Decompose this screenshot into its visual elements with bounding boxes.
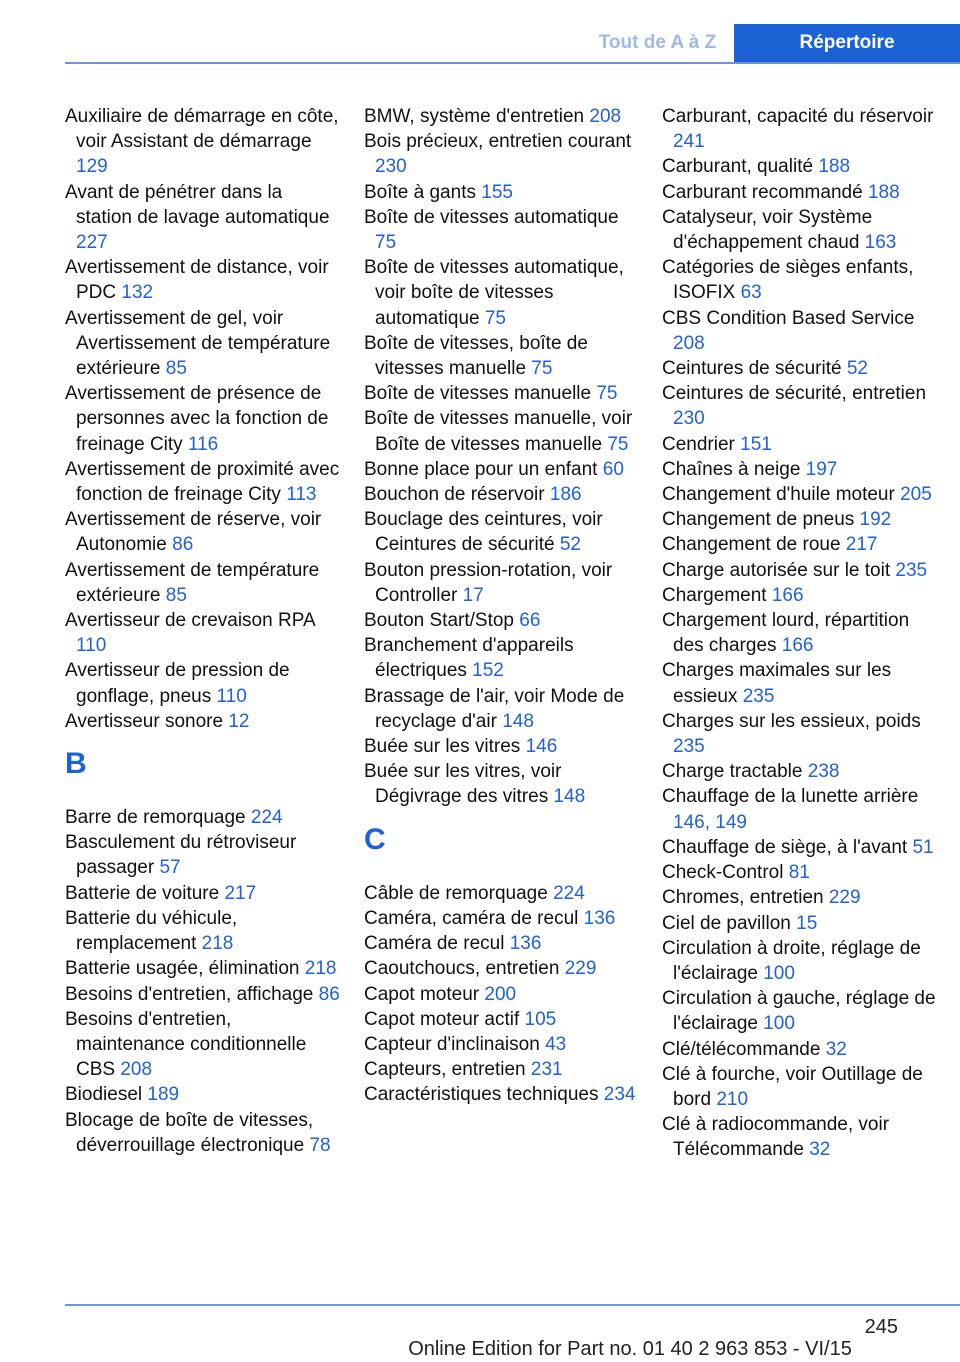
entry-page-link[interactable]: 81 bbox=[788, 862, 810, 884]
entry-term: Bois précieux, entretien courant bbox=[364, 131, 632, 153]
entry-page-link[interactable]: 188 bbox=[867, 181, 900, 203]
index-entry bbox=[364, 482, 639, 507]
entry-term: Boîte de vitesses, boîte de vitesses manuelle bbox=[364, 332, 588, 380]
entry-term: Basculement du rétroviseur passager bbox=[65, 832, 297, 879]
index-column-2 bbox=[364, 104, 639, 1108]
index-entry bbox=[662, 104, 937, 154]
section-letter: B bbox=[65, 747, 87, 781]
index-entry bbox=[364, 759, 639, 809]
index-entry bbox=[662, 936, 937, 986]
entry-term: Caractéristiques techniques bbox=[364, 1084, 604, 1106]
entry-page-link[interactable]: 146 bbox=[525, 736, 558, 758]
index-entry bbox=[662, 986, 937, 1036]
entry-page-link[interactable]: 52 bbox=[559, 534, 581, 556]
entry-term: Chauffage de la lunette arrière bbox=[662, 786, 919, 808]
index-entry bbox=[65, 1082, 340, 1107]
entry-page-link[interactable]: 110 bbox=[216, 685, 247, 707]
index-entry bbox=[662, 306, 937, 356]
entry-page-link[interactable]: 229 bbox=[564, 958, 597, 980]
entry-page-link[interactable]: 218 bbox=[304, 958, 337, 980]
index-entry bbox=[65, 558, 340, 608]
entry-term: Capteurs, entretien bbox=[364, 1059, 531, 1081]
index-entry bbox=[662, 583, 937, 608]
entry-term: Chargement lourd, répartition des charges bbox=[662, 610, 910, 657]
entry-term: Carburant, qualité bbox=[662, 156, 819, 178]
entry-term: Auxiliaire de démarrage en côte, voir Assistant de démarrage bbox=[65, 106, 339, 153]
entry-term: Avant de pénétrer dans la station de lavage automatique bbox=[65, 181, 330, 228]
index-entry bbox=[662, 432, 937, 457]
entry-page-link[interactable]: 52 bbox=[846, 358, 868, 380]
entry-page-link[interactable]: 63 bbox=[740, 282, 762, 304]
entry-term: Circulation à gauche, réglage de l'éclairage bbox=[662, 988, 936, 1035]
entry-term: Batterie du véhicule, remplacement bbox=[65, 907, 238, 955]
index-entry bbox=[65, 1108, 340, 1158]
entry-page-link[interactable]: 51 bbox=[912, 836, 934, 858]
entry-page-link[interactable]: 155 bbox=[481, 181, 513, 203]
index-entry bbox=[65, 255, 340, 305]
entry-term: Caoutchoucs, entretien bbox=[364, 958, 565, 980]
entry-page-link[interactable]: 230 bbox=[673, 408, 705, 430]
entry-term: Avertisseur de crevaison RPA bbox=[65, 610, 315, 632]
index-entry bbox=[662, 482, 937, 507]
entry-term: Brassage de l'air, voir Mode de recyclage d'air bbox=[364, 685, 625, 732]
entry-term: Boîte de vitesses automatique bbox=[364, 206, 619, 228]
entry-term: Charge autorisée sur le toit bbox=[662, 559, 896, 581]
entry-page-link[interactable]: 235 bbox=[673, 736, 705, 758]
index-entry bbox=[364, 205, 639, 255]
entry-term: Blocage de boîte de vitesses, déverrouillage électronique bbox=[65, 1109, 314, 1156]
index-entry bbox=[662, 507, 937, 532]
entry-term: Avertissement de présence de personnes avec la fonction de freinage City bbox=[65, 383, 329, 455]
index-entry bbox=[65, 507, 340, 557]
entry-page-link[interactable]: 100 bbox=[763, 962, 795, 984]
index-entry bbox=[662, 1062, 937, 1112]
index-entry bbox=[662, 784, 937, 834]
entry-page-link[interactable]: 234 bbox=[603, 1084, 636, 1106]
index-entry bbox=[662, 154, 937, 179]
entry-page-link[interactable]: 188 bbox=[818, 156, 851, 178]
entry-page-link[interactable]: 231 bbox=[530, 1059, 563, 1081]
index-entry bbox=[662, 381, 937, 431]
entry-term: Bouton pression-rotation, voir Controller bbox=[364, 559, 613, 606]
entry-page-link[interactable]: 166 bbox=[771, 584, 804, 606]
entry-page-link[interactable]: 230 bbox=[375, 156, 407, 178]
entry-page-link[interactable]: 86 bbox=[172, 534, 194, 556]
entry-term: Avertissement de réserve, voir Autonomie bbox=[65, 509, 322, 556]
entry-term: Besoins d'entretien, maintenance conditionnelle CBS bbox=[65, 1008, 307, 1081]
entry-page-link[interactable]: 189 bbox=[147, 1084, 180, 1106]
index-entry bbox=[662, 205, 937, 255]
entry-term: Carburant recommandé bbox=[662, 181, 868, 203]
index-entry bbox=[662, 759, 937, 784]
entry-page-link[interactable]: 217 bbox=[845, 534, 878, 556]
index-entry bbox=[65, 805, 340, 830]
entry-term: Câble de remorquage bbox=[364, 882, 554, 904]
index-entry bbox=[364, 406, 639, 456]
entry-page-link[interactable]: 105 bbox=[524, 1008, 557, 1030]
entry-page-link[interactable]: 218 bbox=[201, 933, 234, 955]
entry-page-link[interactable]: 152 bbox=[472, 660, 504, 682]
entry-page-link[interactable]: 116 bbox=[187, 433, 219, 455]
entry-term: Chauffage de siège, à l'avant bbox=[662, 836, 913, 858]
index-column-1 bbox=[65, 104, 340, 1158]
index-entry bbox=[662, 457, 937, 482]
entry-page-link[interactable]: 100 bbox=[763, 1013, 795, 1035]
entry-term: Bonne place pour un enfant bbox=[364, 458, 603, 480]
index-entry bbox=[364, 255, 639, 331]
index-entry bbox=[662, 255, 937, 305]
entry-page-link[interactable]: 86 bbox=[318, 983, 340, 1005]
entry-term: Biodiesel bbox=[65, 1084, 148, 1106]
index-entry bbox=[662, 1112, 937, 1162]
index-entry bbox=[364, 1007, 639, 1032]
entry-page-link[interactable]: 229 bbox=[828, 887, 861, 909]
entry-term: Carburant, capacité du réservoir bbox=[662, 106, 934, 127]
entry-term: Boîte de vitesses manuelle, voir Boîte de vitesses manuelle bbox=[364, 408, 633, 455]
entry-page-link[interactable]: 15 bbox=[796, 912, 818, 934]
entry-page-link[interactable]: 208 bbox=[120, 1059, 153, 1081]
entry-page-link[interactable]: 224 bbox=[250, 807, 283, 829]
index-entry bbox=[364, 956, 639, 981]
entry-term: Circulation à droite, réglage de l'éclairage bbox=[662, 937, 921, 984]
entry-page-link[interactable]: 208 bbox=[673, 332, 705, 354]
entry-term: Batterie de voiture bbox=[65, 882, 225, 904]
entry-page-link[interactable]: 132 bbox=[121, 282, 154, 304]
entry-page-link[interactable]: 241 bbox=[673, 131, 705, 153]
entry-term: Avertissement de gel, voir Avertissement de température extérieure bbox=[65, 307, 331, 380]
index-entry bbox=[662, 885, 937, 910]
entry-page-link[interactable]: 75 bbox=[596, 383, 618, 405]
index-entry bbox=[662, 356, 937, 381]
index-entry bbox=[65, 306, 340, 382]
entry-page-link[interactable]: 208 bbox=[589, 106, 622, 127]
entry-page-link[interactable]: 192 bbox=[859, 509, 892, 531]
entry-term: Besoins d'entretien, affichage bbox=[65, 983, 319, 1005]
entry-term: Bouchon de réservoir bbox=[364, 484, 550, 506]
entry-term: Avertisseur sonore bbox=[65, 710, 229, 732]
index-entry bbox=[364, 104, 639, 129]
entry-term: Branchement d'appareils électriques bbox=[364, 635, 574, 682]
entry-term: Capot moteur bbox=[364, 983, 485, 1005]
entry-term: Clé/télécommande bbox=[662, 1038, 826, 1060]
index-entry bbox=[662, 532, 937, 557]
entry-term: Avertisseur de pression de gonflage, pneus bbox=[65, 660, 290, 707]
index-entry bbox=[65, 457, 340, 507]
entry-term: Caméra de recul bbox=[364, 933, 510, 955]
entry-term: Ciel de pavillon bbox=[662, 912, 797, 934]
index-entry bbox=[364, 931, 639, 956]
index-entry bbox=[364, 381, 639, 406]
entry-term: Capot moteur actif bbox=[364, 1008, 525, 1030]
header-divider bbox=[65, 62, 960, 64]
entry-term: Check-Control bbox=[662, 862, 789, 884]
entry-page-link[interactable]: 148 bbox=[502, 710, 534, 732]
entry-term: Avertissement de température extérieure bbox=[65, 559, 320, 606]
entry-term: BMW, système d'entretien bbox=[364, 106, 590, 127]
entry-term: Buée sur les vitres, voir Dégivrage des vitres bbox=[364, 761, 562, 808]
index-entry bbox=[65, 658, 340, 708]
entry-page-link[interactable]: 110 bbox=[76, 635, 107, 657]
entry-page-link[interactable]: 43 bbox=[545, 1033, 567, 1055]
entry-page-link[interactable]: 32 bbox=[809, 1139, 831, 1161]
entry-term: Catalyseur, voir Système d'échappement chaud bbox=[662, 206, 873, 254]
index-entry bbox=[364, 331, 639, 381]
index-entry bbox=[364, 1057, 639, 1082]
index-entry bbox=[364, 881, 639, 906]
entry-term: Catégories de sièges enfants, ISOFIX bbox=[662, 257, 914, 304]
index-entry bbox=[662, 860, 937, 885]
section-letter: C bbox=[364, 822, 386, 856]
entry-page-link[interactable]: 227 bbox=[76, 232, 108, 254]
index-entry bbox=[364, 180, 639, 205]
index-entry bbox=[364, 507, 639, 557]
entry-term: Bouclage des ceintures, voir Ceintures de sécurité bbox=[364, 509, 603, 556]
tab-tout-de-a-a-z[interactable]: Tout de A à Z bbox=[598, 32, 717, 53]
index-entry bbox=[65, 830, 340, 880]
entry-term: CBS Condition Based Service bbox=[662, 307, 915, 329]
entry-term: Chargement bbox=[662, 584, 772, 606]
page-header bbox=[0, 0, 960, 62]
entry-page-link[interactable]: 148 bbox=[553, 786, 586, 808]
entry-term: Clé à radiocommande, voir Télécommande bbox=[662, 1114, 890, 1161]
footer-divider bbox=[65, 1304, 960, 1306]
index-entry bbox=[65, 709, 340, 734]
index-entry bbox=[364, 633, 639, 683]
index-entry bbox=[364, 608, 639, 633]
entry-term: Buée sur les vitres bbox=[364, 736, 526, 758]
page-number: 245 bbox=[864, 1316, 898, 1338]
index-entry bbox=[364, 1032, 639, 1057]
entry-page-link[interactable]: 200 bbox=[484, 983, 517, 1005]
entry-page-link[interactable]: 12 bbox=[228, 710, 250, 732]
entry-page-link[interactable]: 136 bbox=[583, 907, 616, 929]
index-entry bbox=[662, 709, 937, 759]
entry-page-link[interactable]: 235 bbox=[895, 559, 928, 581]
index-entry bbox=[65, 608, 340, 658]
index-entry bbox=[662, 911, 937, 936]
entry-term: Changement de pneus bbox=[662, 509, 860, 531]
entry-term: Batterie usagée, élimination bbox=[65, 958, 305, 980]
entry-term: Avertissement de proximité avec fonction de freinage City bbox=[65, 458, 340, 506]
index-entry bbox=[662, 658, 937, 708]
entry-page-link[interactable]: 75 bbox=[607, 433, 629, 455]
entry-page-link[interactable]: 60 bbox=[602, 458, 624, 480]
entry-page-link[interactable]: 151 bbox=[740, 433, 772, 455]
index-entry bbox=[65, 956, 340, 981]
index-entry bbox=[65, 906, 340, 956]
entry-term: Ceintures de sécurité bbox=[662, 358, 847, 380]
entry-term: Boîte de vitesses automatique, voir boîte de vitesses automatique bbox=[364, 257, 624, 329]
entry-page-link[interactable]: 85 bbox=[165, 358, 187, 380]
entry-page-link[interactable]: 146, 149 bbox=[673, 811, 747, 833]
entry-term: Cendrier bbox=[662, 433, 741, 455]
entry-page-link[interactable]: 186 bbox=[549, 484, 582, 506]
index-entry bbox=[662, 180, 937, 205]
entry-page-link[interactable]: 166 bbox=[781, 635, 814, 657]
entry-term: Boîte de vitesses manuelle bbox=[364, 383, 597, 405]
index-entry bbox=[65, 1007, 340, 1083]
index-entry bbox=[364, 1082, 639, 1107]
edition-note: Online Edition for Part no. 01 40 2 963 853 - VI/15 bbox=[408, 1338, 852, 1360]
entry-term: Ceintures de sécurité, entretien bbox=[662, 383, 927, 405]
entry-page-link[interactable]: 217 bbox=[224, 882, 257, 904]
entry-term: Caméra, caméra de recul bbox=[364, 907, 584, 929]
entry-page-link[interactable]: 136 bbox=[509, 933, 542, 955]
entry-page-link[interactable]: 129 bbox=[76, 156, 108, 178]
entry-term: Changement d'huile moteur bbox=[662, 484, 901, 506]
index-entry bbox=[364, 129, 639, 179]
index-entry bbox=[364, 906, 639, 931]
entry-page-link[interactable]: 75 bbox=[484, 307, 506, 329]
entry-page-link[interactable]: 235 bbox=[742, 685, 775, 707]
tab-repertoire[interactable]: Répertoire bbox=[734, 24, 960, 62]
entry-term: Barre de remorquage bbox=[65, 807, 251, 829]
entry-term: Bouton Start/Stop bbox=[364, 610, 520, 632]
entry-page-link[interactable]: 85 bbox=[165, 584, 187, 606]
entry-page-link[interactable]: 224 bbox=[553, 882, 585, 904]
entry-term: Charges sur les essieux, poids bbox=[662, 710, 921, 732]
index-entry bbox=[364, 558, 639, 608]
entry-page-link[interactable]: 113 bbox=[286, 484, 317, 506]
entry-term: Chaînes à neige bbox=[662, 458, 806, 480]
entry-page-link[interactable]: 66 bbox=[519, 610, 541, 632]
entry-page-link[interactable]: 163 bbox=[864, 232, 897, 254]
entry-page-link[interactable]: 75 bbox=[375, 232, 397, 254]
index-entry bbox=[65, 180, 340, 256]
entry-page-link[interactable]: 197 bbox=[805, 458, 838, 480]
entry-term: Avertissement de distance, voir PDC bbox=[65, 257, 329, 304]
index-entry bbox=[65, 982, 340, 1007]
entry-page-link[interactable]: 75 bbox=[531, 358, 553, 380]
entry-term: Charges maximales sur les essieux bbox=[662, 660, 892, 707]
entry-page-link[interactable]: 205 bbox=[900, 484, 932, 506]
entry-term: Boîte à gants bbox=[364, 181, 482, 203]
entry-term: Changement de roue bbox=[662, 534, 846, 556]
index-column-3 bbox=[662, 104, 937, 1163]
index-entry bbox=[65, 381, 340, 457]
index-entry bbox=[662, 608, 937, 658]
entry-term: Capteur d'inclinaison bbox=[364, 1033, 546, 1055]
index-entry bbox=[364, 457, 639, 482]
index-entry bbox=[65, 881, 340, 906]
index-entry bbox=[662, 1037, 937, 1062]
entry-page-link[interactable]: 32 bbox=[825, 1038, 847, 1060]
entry-page-link[interactable]: 238 bbox=[807, 761, 840, 783]
entry-page-link[interactable]: 78 bbox=[309, 1134, 331, 1156]
index-entry bbox=[662, 558, 937, 583]
entry-page-link[interactable]: 210 bbox=[716, 1088, 749, 1110]
entry-term: Chromes, entretien bbox=[662, 887, 829, 909]
index-entry bbox=[364, 734, 639, 759]
entry-page-link[interactable]: 17 bbox=[462, 584, 484, 606]
entry-term: Charge tractable bbox=[662, 761, 808, 783]
index-entry bbox=[65, 104, 340, 180]
index-entry bbox=[364, 982, 639, 1007]
entry-page-link[interactable]: 57 bbox=[159, 857, 181, 879]
index-entry bbox=[364, 684, 639, 734]
index-entry bbox=[662, 835, 937, 860]
entry-term: Clé à fourche, voir Outillage de bord bbox=[662, 1063, 923, 1110]
